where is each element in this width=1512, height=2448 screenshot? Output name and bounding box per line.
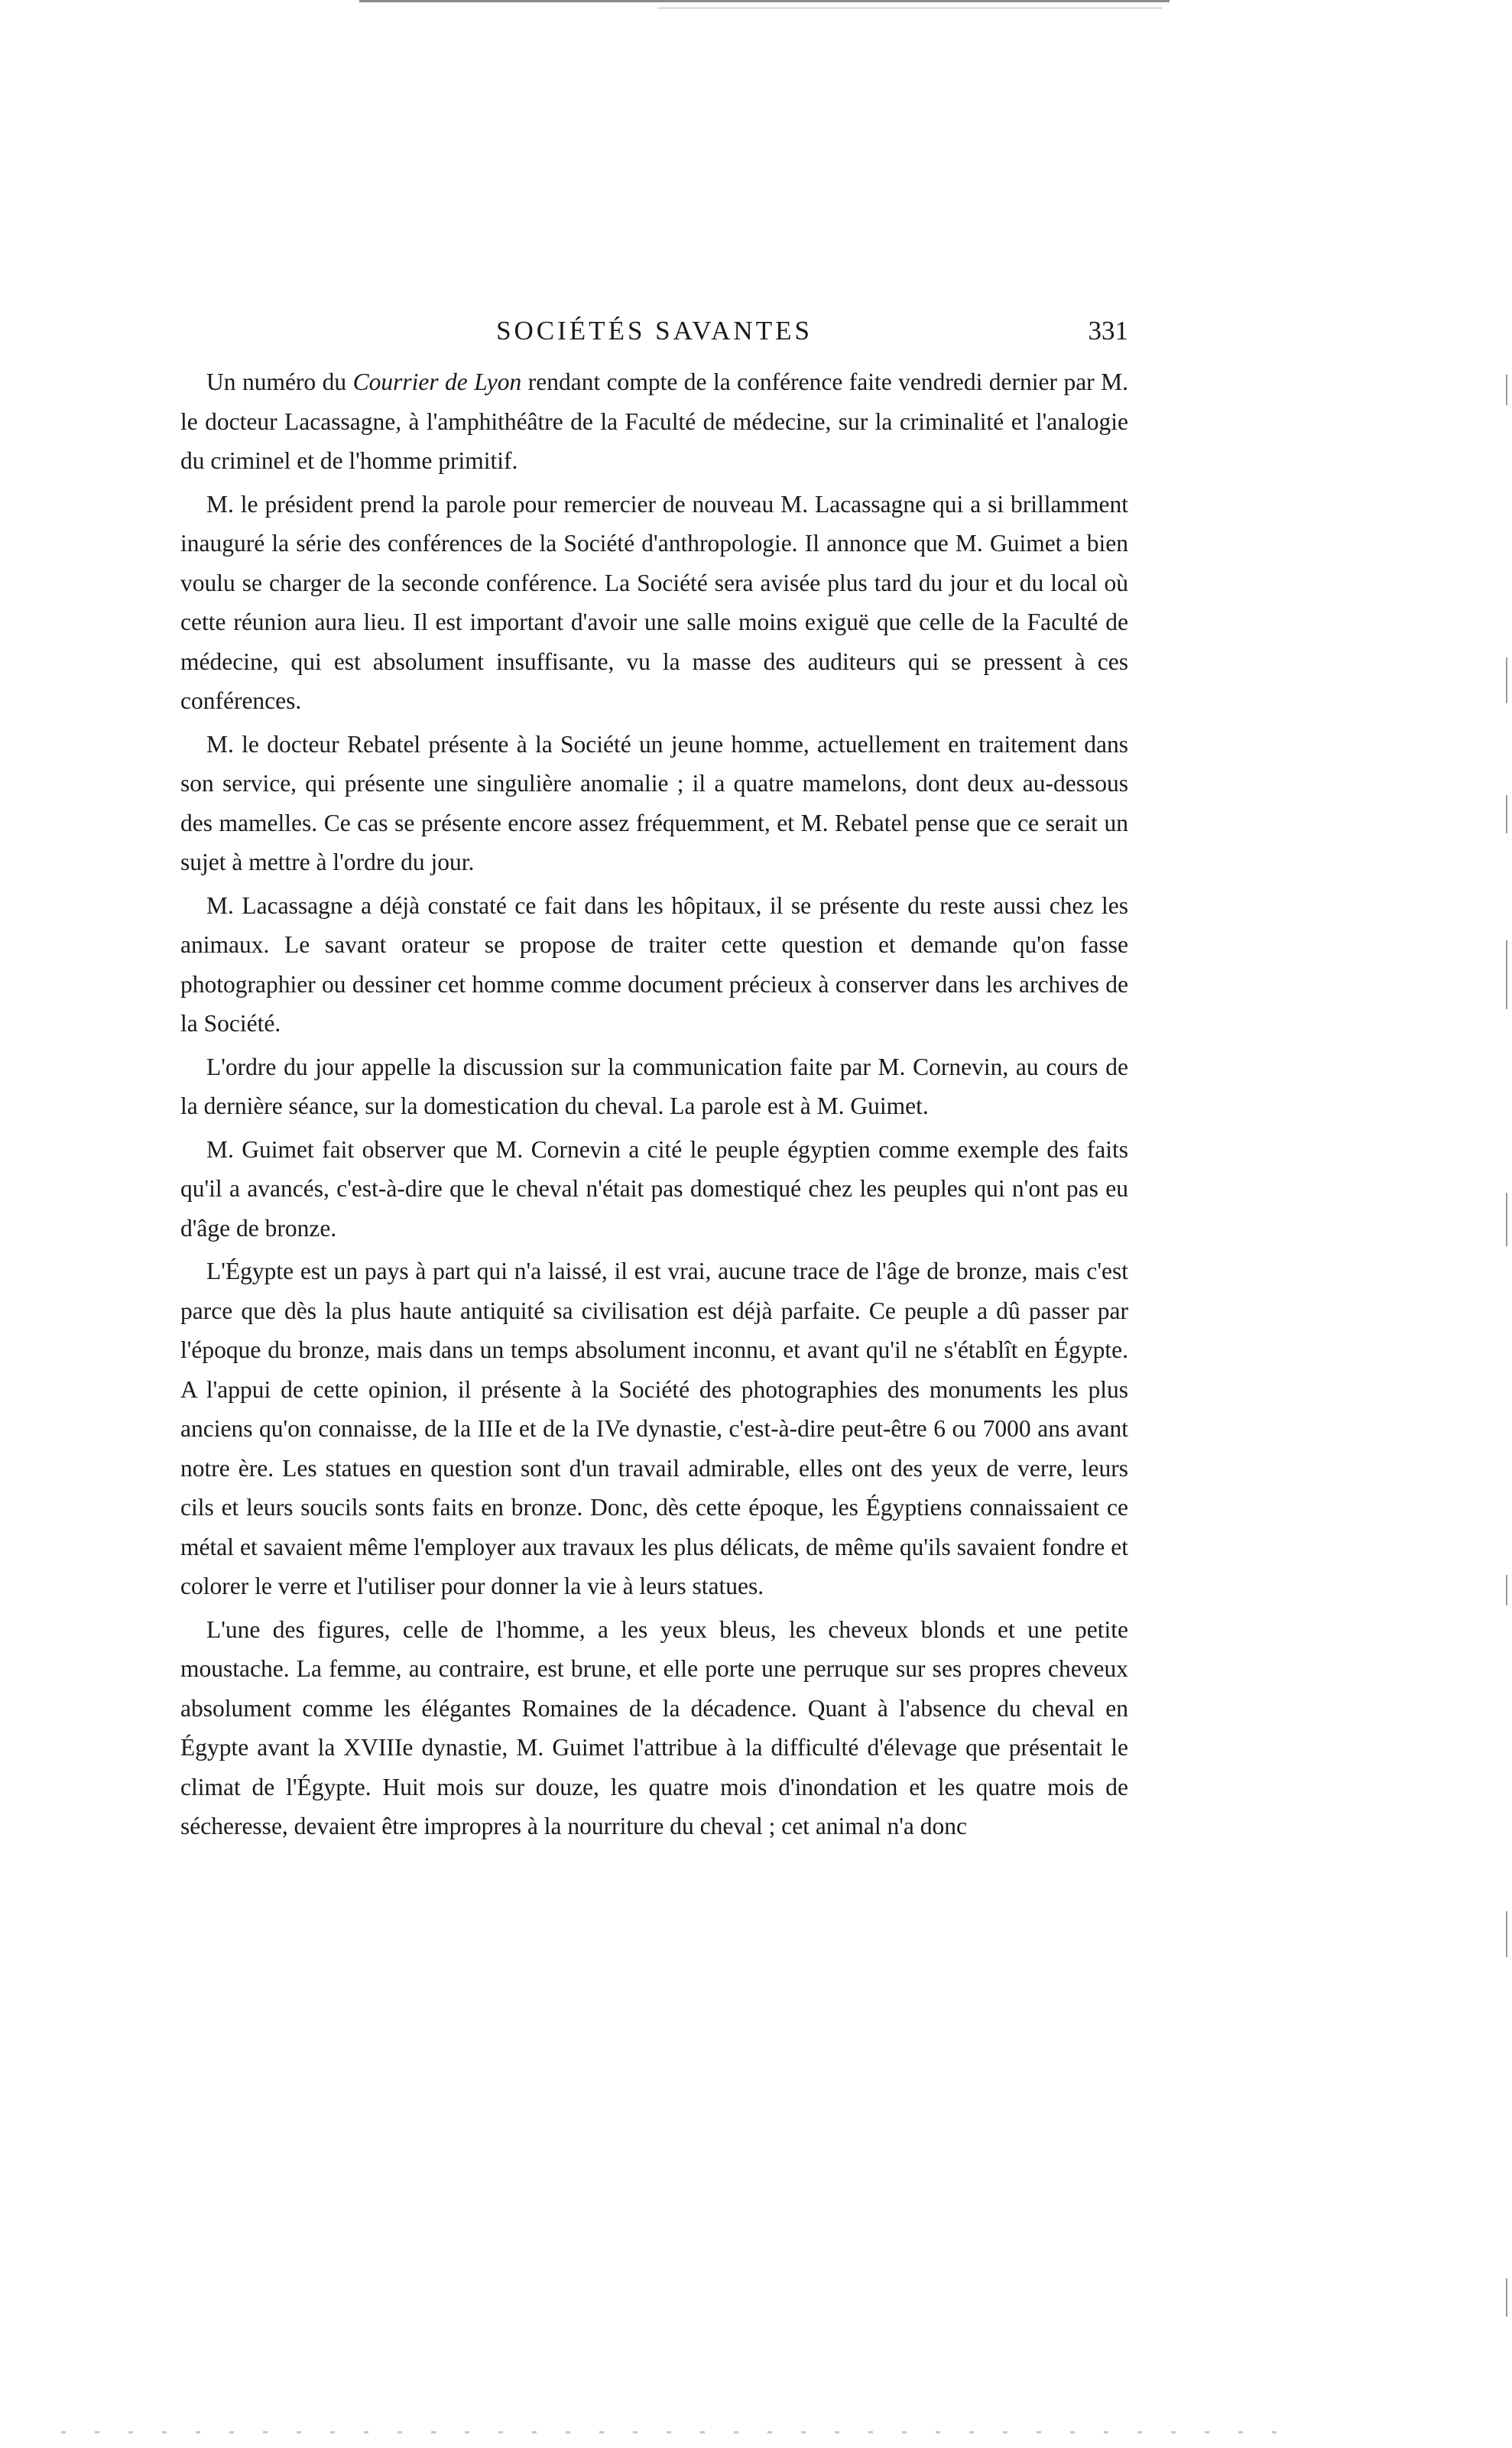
- paragraph: M. Guimet fait observer que M. Cornevin a cité le peuple égyptien comme exemple des faits qu'il a avancés, c'est-à-dire que le cheval n'était pas domestiqué chez les peuples qui n'ont pas eu d'âge de bronze.: [180, 1135, 1128, 1242]
- scan-bottom-noise: [61, 2431, 1284, 2433]
- journal-title: Courrier de Lyon: [352, 368, 522, 395]
- body-text: [180, 362, 1128, 1846]
- paragraph: L'une des figures, celle de l'homme, a les yeux bleus, les cheveux blonds et une petite moustache. La femme, au contraire, est brune, et elle porte une perruque sur ses propres cheveux absolument comme les élégantes Romaines de la décadence. Quant à l'absence du cheval en Égypte avant la XVIIIe dynastie, M. Guimet l'attribue à la difficulté d'élevage que présentait le climat de l'Égypte. Huit mois sur douze, les quatre mois d'inondation et les quatre mois de sécheresse, devaient être impropres à la nourriture du cheval ; cet animal n'a donc: [180, 1615, 1128, 1839]
- paragraph-text: rendant compte de la conférence faite vendredi dernier par M. le docteur Lacassagne, à l'amphithéâtre de la Faculté de médecine, sur la criminalité et l'analogie du criminel et de l'homme primitif.: [180, 368, 1129, 474]
- paragraph: [180, 362, 1128, 481]
- scan-margin-marks: [1489, 61, 1512, 2431]
- page-number: 331: [1088, 316, 1128, 346]
- scan-edge-rule: [359, 0, 1170, 2]
- paragraph: L'Égypte est un pays à part qui n'a laissé, il est vrai, aucune trace de l'âge de bronze, mais c'est parce que dès la plus haute antiquité sa civilisation est déjà parfaite. Ce peuple a dû passer par l'époque du bronze, mais dans un temps absolument inconnu, et avant qu'il ne s'établît en Égypte. A l'appui de cette opinion, il présente à la Société des photographies des monuments les plus anciens qu'on connaisse, de la IIIe et de la IVe dynastie, c'est-à-dire peut-être 6 ou 7000 ans avant notre ère. Les statues en question sont d'un travail admirable, elles ont des yeux de verre, leurs cils et leurs soucils sonts faits en bronze. Donc, dès cette époque, les Égyptiens connaissaient ce métal et savaient même l'employer aux travaux les plus délicats, de même qu'ils savaient fondre et colorer le verre et l'utiliser pour donner la vie à leurs statues.: [180, 1258, 1128, 1599]
- running-head: [180, 312, 1128, 350]
- paragraph: M. Lacassagne a déjà constaté ce fait dans les hôpitaux, il se présente du reste aussi chez les animaux. Le savant orateur se propose de traiter cette question et demande qu'on fasse photographier ou dessiner cet homme comme document précieux à conserver dans les archives de la Société.: [180, 891, 1128, 1037]
- paragraph: M. le docteur Rebatel présente à la Société un jeune homme, actuellement en traitement dans son service, qui présente une singulière anomalie ; il a quatre mamelons, dont deux au-dessous des mamelles. Ce cas se présente encore assez fréquemment, et M. Rebatel pense que ce serait un sujet à mettre à l'ordre du jour.: [180, 730, 1128, 875]
- paragraph: M. le président prend la parole pour remercier de nouveau M. Lacassagne qui a si brillamment inauguré la série des conférences de la Société d'anthropologie. Il annonce que M. Guimet a bien voulu se charger de la seconde conférence. La Société sera avisée plus tard du jour et du local où cette réunion aura lieu. Il est important d'avoir une salle moins exiguë que celle de la Faculté de médecine, qui est absolument insuffisante, vu la masse des auditeurs qui se pressent à ces conférences.: [180, 490, 1128, 714]
- paragraph: L'ordre du jour appelle la discussion sur la communication faite par M. Cornevin, au cours de la dernière séance, sur la domestication du cheval. La parole est à M. Guimet.: [180, 1053, 1128, 1119]
- paragraph-text: Un numéro du: [206, 368, 353, 395]
- page-title: SOCIÉTÉS SAVANTES: [496, 316, 813, 346]
